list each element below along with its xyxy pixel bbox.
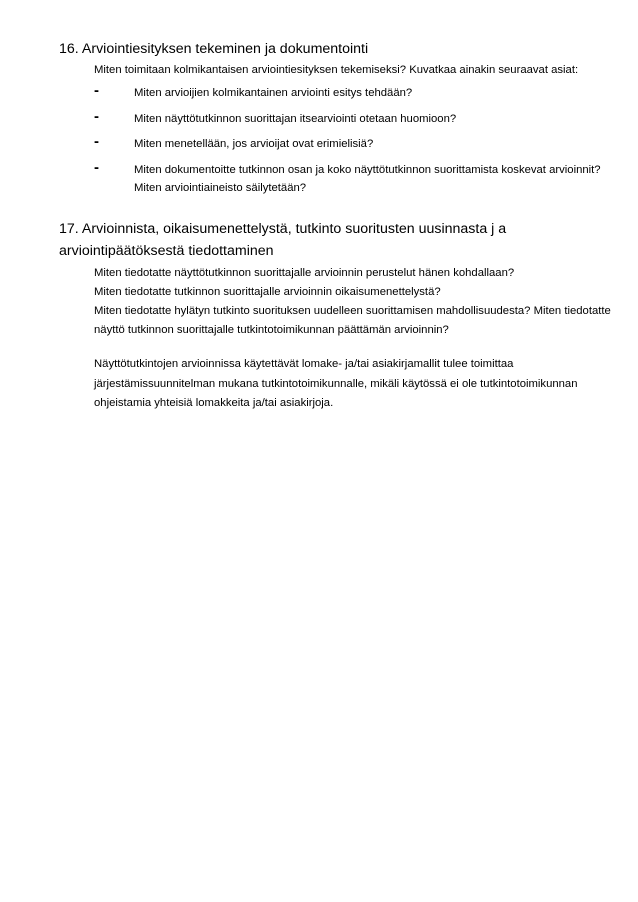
section-17-line: Miten tiedotatte näyttötutkinnon suorittajalle arvioinnin perustelut hänen kohdallaan? — [94, 267, 515, 279]
section-17-note: Näyttötutkintojen arvioinnissa käytettävät lomake- ja/tai asiakirjamallit tulee toimittaa järjestämissuunnitelman mukana tutkintotoimikunnalle, mikäli käytössä ei ole tutkintotoimikunnan ohjeistamia yhteisiä lomakkeita ja/tai asiakirjoja. — [94, 358, 578, 409]
section-17-body — [94, 264, 630, 340]
section-16-bullet-list — [94, 84, 624, 205]
bullet-item — [94, 135, 624, 154]
bullet-item — [94, 158, 624, 198]
bullet-text: Miten näyttötutkinnon suorittajan itsearviointi otetaan huomioon? — [134, 112, 457, 125]
dash-bullet-icon: - — [94, 82, 99, 99]
section-16-heading: 16. Arviointiesityksen tekeminen ja dokumentointi — [59, 41, 369, 57]
bullet-text: Miten arvioijien kolmikantainen arviointi esitys tehdään? — [134, 87, 413, 99]
section-17-heading: 17. Arvioinnista, oikaisumenettelystä, tutkinto suoritusten uusinnasta j a arviointipäätöksestä tiedottaminen — [59, 221, 507, 259]
dash-bullet-icon: - — [94, 133, 99, 150]
section-17-line: Miten tiedotatte tutkinnon suorittajalle arvioinnin oikaisumenettelystä? — [94, 286, 441, 298]
bullet-text: Miten menetellään, jos arvioijat ovat erimielisiä? — [134, 138, 374, 150]
dash-bullet-icon: - — [94, 107, 99, 125]
dash-bullet-icon: - — [94, 158, 99, 176]
section-16-intro: Miten toimitaan kolmikantaisen arviointiesityksen tekemiseksi? Kuvatkaa ainakin seuraavat asiat: — [94, 64, 579, 76]
bullet-item — [94, 84, 624, 103]
bullet-item — [94, 107, 624, 129]
section-17-line: Miten tiedotatte hylätyn tutkinto suorituksen uudelleen suorittamisen mahdollisuudesta? Miten tiedotatte näyttö tutkinnon suorittajalle tutkintotoimikunnan päättämän arvioinnin? — [94, 305, 611, 336]
bullet-text: Miten dokumentoitte tutkinnon osan ja koko näyttötutkinnon suorittamista koskevat arvioinnit? Miten arviointiaineisto säilytetään? — [134, 163, 601, 194]
